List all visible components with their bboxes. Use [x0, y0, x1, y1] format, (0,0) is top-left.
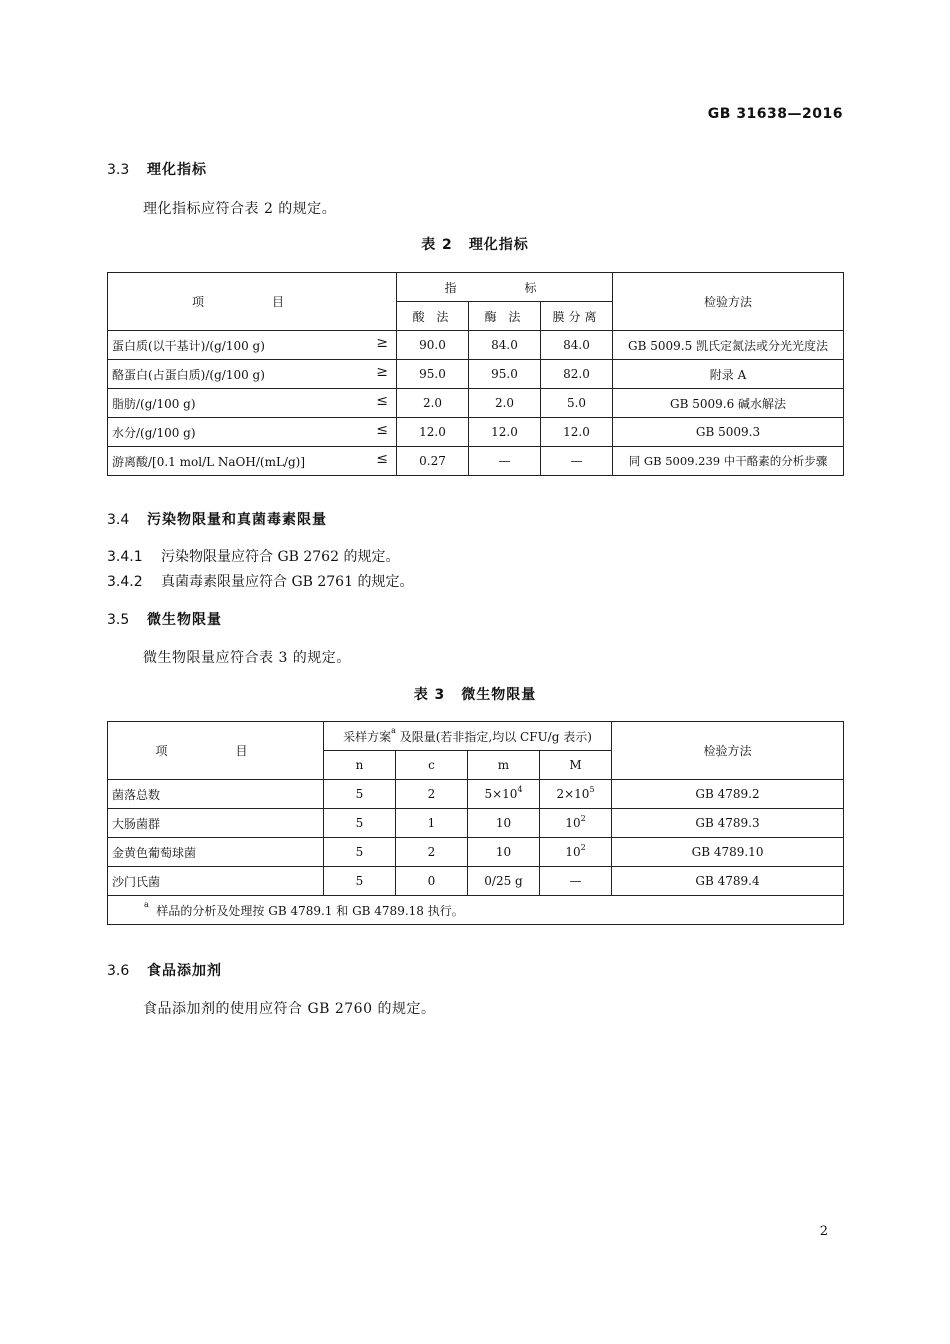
header-c: c: [396, 751, 468, 780]
value-membrane: 82.0: [541, 360, 613, 389]
section-3-4-1: [107, 546, 399, 566]
operator: ≤: [376, 451, 388, 467]
document-code: GB 31638—2016: [707, 106, 843, 122]
table-row: [108, 447, 844, 476]
header-n: n: [324, 751, 396, 780]
table-2-caption: [0, 234, 950, 254]
row-method: GB 5009.3: [613, 418, 844, 447]
section-3-6-text: 食品添加剂的使用应符合 GB 2760 的规定。: [143, 1001, 436, 1017]
value-membrane: 12.0: [541, 418, 613, 447]
header-m: m: [468, 751, 540, 780]
header-enzyme: 酶 法: [469, 302, 541, 331]
value-enzyme: —: [469, 447, 541, 476]
header-item: 项 目: [108, 722, 324, 780]
table-number: 表 3: [413, 687, 446, 703]
table-row: [108, 780, 844, 809]
value-n: 5: [324, 867, 396, 896]
value-c: 1: [396, 809, 468, 838]
header-M: M: [540, 751, 612, 780]
operator: ≥: [376, 364, 388, 380]
row-method: 附录 A: [613, 360, 844, 389]
section-3-4-heading: [107, 509, 327, 529]
section-number: 3.4: [107, 512, 130, 528]
value-enzyme: 84.0: [469, 331, 541, 360]
table-footnote: $^a$ 样品的分析及处理按 GB 4789.1 和 GB 4789.18 执行。: [108, 896, 844, 925]
row-item: 大肠菌群: [108, 809, 324, 838]
row-method: GB 4789.3: [612, 809, 844, 838]
value-enzyme: 95.0: [469, 360, 541, 389]
table-3: [107, 721, 844, 925]
header-method: 检验方法: [612, 722, 844, 780]
section-title: 食品添加剂: [147, 963, 222, 979]
table-row: [108, 867, 844, 896]
section-3-4-2: [107, 571, 413, 591]
section-3-3-heading: [107, 159, 207, 179]
value-membrane: —: [541, 447, 613, 476]
row-item: 金黄色葡萄球菌: [108, 838, 324, 867]
header-sampling-plan: 采样方案$^a$ 及限量(若非指定,均以 CFU/g 表示): [324, 722, 612, 751]
row-item: 脂肪/(g/100 g) ≤: [108, 389, 397, 418]
section-3-3-text: 理化指标应符合表 2 的规定。: [143, 201, 337, 217]
row-item: 水分/(g/100 g) ≤: [108, 418, 397, 447]
value-enzyme: 12.0: [469, 418, 541, 447]
value-acid: 90.0: [397, 331, 469, 360]
value-M: $10^2$: [540, 809, 612, 838]
row-method: GB 5009.6 碱水解法: [613, 389, 844, 418]
row-item: 菌落总数: [108, 780, 324, 809]
section-text: 真菌毒素限量应符合 GB 2761 的规定。: [161, 574, 414, 590]
row-method: 同 GB 5009.239 中干酪素的分析步骤: [613, 447, 844, 476]
table-row: [108, 360, 844, 389]
row-method: GB 5009.5 凯氏定氮法或分光光度法: [613, 331, 844, 360]
value-M: $2\times 10^5$: [540, 780, 612, 809]
section-3-5-text: 微生物限量应符合表 3 的规定。: [143, 650, 351, 666]
row-item: 游离酸/[0.1 mol/L NaOH/(mL/g)] ≤: [108, 447, 397, 476]
value-n: 5: [324, 838, 396, 867]
row-method: GB 4789.2: [612, 780, 844, 809]
table-row: [108, 809, 844, 838]
header-item: 项 目: [108, 273, 397, 331]
section-title: 微生物限量: [147, 612, 222, 628]
operator: ≤: [376, 422, 388, 438]
section-3-6-heading: [107, 960, 222, 980]
page-number: 2: [819, 1224, 828, 1239]
footnote-mark: a: [144, 899, 149, 909]
row-item: 酪蛋白(占蛋白质)/(g/100 g) ≥: [108, 360, 397, 389]
value-m: 0/25 g: [468, 867, 540, 896]
value-membrane: 84.0: [541, 331, 613, 360]
value-c: 0: [396, 867, 468, 896]
operator: ≤: [376, 393, 388, 409]
section-number: 3.4.1: [107, 549, 143, 565]
header-acid: 酸 法: [397, 302, 469, 331]
value-n: 5: [324, 809, 396, 838]
value-acid: 2.0: [397, 389, 469, 418]
value-membrane: 5.0: [541, 389, 613, 418]
table-title: 理化指标: [468, 237, 529, 253]
row-method: GB 4789.4: [612, 867, 844, 896]
row-item: 蛋白质(以干基计)/(g/100 g) ≥: [108, 331, 397, 360]
row-method: GB 4789.10: [612, 838, 844, 867]
value-M: —: [540, 867, 612, 896]
table-row: [108, 838, 844, 867]
section-number: 3.3: [107, 162, 130, 178]
section-number: 3.5: [107, 612, 130, 628]
section-title: 理化指标: [147, 162, 207, 178]
operator: ≥: [376, 335, 388, 351]
table-2: [107, 272, 844, 476]
header-membrane: 膜分离: [541, 302, 613, 331]
value-m: 10: [468, 838, 540, 867]
section-number: 3.6: [107, 963, 130, 979]
value-c: 2: [396, 838, 468, 867]
value-c: 2: [396, 780, 468, 809]
value-acid: 0.27: [397, 447, 469, 476]
table-3-caption: [0, 684, 950, 704]
value-enzyme: 2.0: [469, 389, 541, 418]
table-row: [108, 389, 844, 418]
table-number: 表 2: [421, 237, 453, 253]
value-n: 5: [324, 780, 396, 809]
table-row: [108, 331, 844, 360]
value-m: 10: [468, 809, 540, 838]
header-method: 检验方法: [613, 273, 844, 331]
value-m: $5\times 10^4$: [468, 780, 540, 809]
value-M: $10^2$: [540, 838, 612, 867]
header-index: 指 标: [397, 273, 613, 302]
table-row: [108, 418, 844, 447]
section-text: 污染物限量应符合 GB 2762 的规定。: [161, 549, 400, 565]
value-acid: 95.0: [397, 360, 469, 389]
section-3-5-heading: [107, 609, 222, 629]
table-title: 微生物限量: [461, 687, 537, 703]
section-number: 3.4.2: [107, 574, 143, 590]
section-title: 污染物限量和真菌毒素限量: [147, 512, 327, 528]
value-acid: 12.0: [397, 418, 469, 447]
row-item: 沙门氏菌: [108, 867, 324, 896]
